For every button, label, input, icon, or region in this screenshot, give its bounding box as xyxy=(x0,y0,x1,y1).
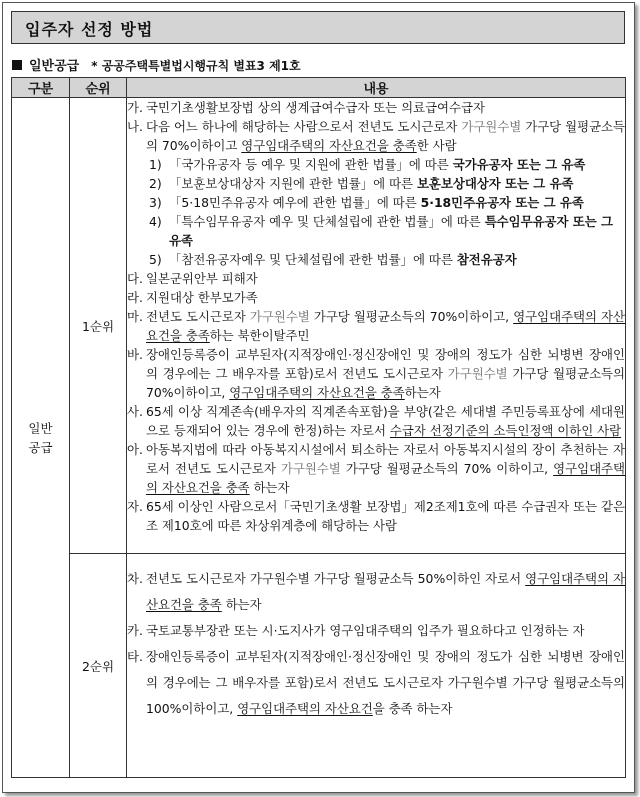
section-heading xyxy=(12,55,301,74)
list-item-ma: 마. 전년도 도시근로자 가구원수별 가구당 월평균소득의 70%이하이고, 영구임대주택의 자산요건을 충족하는 북한이탈주민 xyxy=(127,309,625,343)
sub-item-1: 1) 「국가유공자 등 예우 및 지원에 관한 법률」에 따른 국가유공자 또는 그 유족 xyxy=(149,157,586,172)
rank2-cell: 2순위 xyxy=(70,554,127,778)
category-cell xyxy=(12,98,70,778)
section-note: * 공공주택특별법시행규칙 별표3 제1호 xyxy=(91,59,301,73)
header-category: 구분 xyxy=(12,78,70,98)
list-item-sa: 사. 65세 이상 직계존속(배우자의 직계존속포함)을 부양(같은 세대별 주민등록표상에 세대원으로 등재되어 있는 경우에 한정)하는 자로서 수급자 선정기준의 소득인정액 이하인 사람 xyxy=(127,404,625,438)
page-title: 입주자 선정 방법 xyxy=(25,20,154,39)
sub-item-4: 4) 「특수임무유공자 예우 및 단체설립에 관한 법률」에 따른 특수임무유공자 또는 그 유족 xyxy=(149,214,614,248)
selection-table xyxy=(11,77,626,778)
sub-item-3: 3) 「5·18민주유공자 예우에 관한 법률」에 따른 5·18민주유공자 또는 그 유족 xyxy=(149,195,584,210)
header-rank: 순위 xyxy=(70,78,127,98)
list-item-ba: 바. 장애인등록증이 교부된자(지적장애인·정신장애인 및 장애의 정도가 심한 뇌병변 장애인의 경우에는 그 배우자를 포함)로서 전년도 도시근로자 가구원수별 가구당 월평균소득의 70%이하이고, 영구임대주택의 자산요건을 충족하는자 xyxy=(127,347,625,400)
rank1-content xyxy=(127,98,626,554)
list-item-ja: 자. 65세 이상인 사람으로서「국민기초생활 보장법」제2조제1호에 따른 수급권자 또는 같은 조 제10호에 따른 차상위계층에 해당하는 사람 xyxy=(127,499,625,533)
list-item-ga: 가. 국민기초생활보장법 상의 생계급여수급자 또는 의료급여수급자 xyxy=(127,100,485,115)
table-header-row xyxy=(12,78,626,98)
square-bullet-icon xyxy=(12,60,22,70)
table-row-rank1 xyxy=(12,98,626,554)
list-item-ra: 라. 지원대상 한부모가족 xyxy=(127,290,258,305)
list-item-cha: 차. 전년도 도시근로자 가구원수별 가구당 월평균소득 50%이하인 자로서 영구임대주택의 자산요건을 충족 하는자 xyxy=(127,571,625,612)
category-label-line2: 공급 xyxy=(28,439,53,455)
list-item-da: 다. 일본군위안부 피해자 xyxy=(127,271,258,286)
category-label-line1: 일반 xyxy=(28,420,53,436)
rank2-content xyxy=(127,554,626,778)
rank1-cell: 1순위 xyxy=(70,98,127,554)
sub-item-2: 2) 「보훈보상대상자 지원에 관한 법률」에 따른 보훈보상대상자 또는 그 유족 xyxy=(149,176,574,191)
sub-item-5: 5) 「참전유공자예우 및 단체설립에 관한 법률」에 따른 참전유공자 xyxy=(149,252,517,267)
list-item-ka: 카. 국토교통부장관 또는 시·도지사가 영구임대주택의 입주가 필요하다고 인정하는 자 xyxy=(127,623,585,638)
list-item-na: 나. 다음 어느 하나에 해당하는 사람으로서 전년도 도시근로자 가구원수별 가구당 월평균소득의 70%이하이고 영구임대주택의 자산요건을 충족한 사람 xyxy=(127,119,625,153)
title-box xyxy=(11,11,625,44)
section-name: 일반공급 xyxy=(29,59,80,74)
header-content: 내용 xyxy=(127,78,626,98)
table-row-rank2 xyxy=(12,554,626,778)
list-item-ta: 타. 장애인등록증이 교부된자(지적장애인·정신장애인 및 장애의 정도가 심한 뇌병변 장애인의 경우에는 그 배우자를 포함)로서 전년도 도시근로자 가구원수별 가구당 월평균소득의 100%이하이고, 영구임대주택의 자산요건을 충족 하는자 xyxy=(127,649,625,716)
list-item-a: 아. 아동복지법에 따라 아동복지시설에서 퇴소하는 자로서 아동복지시설의 장이 추천하는 자로서 전년도 도시근로자 가구원수별 가구당 월평균소득의 70% 이하이고, 영구임대주택의 자산요건을 충족 하는자 xyxy=(127,442,625,495)
